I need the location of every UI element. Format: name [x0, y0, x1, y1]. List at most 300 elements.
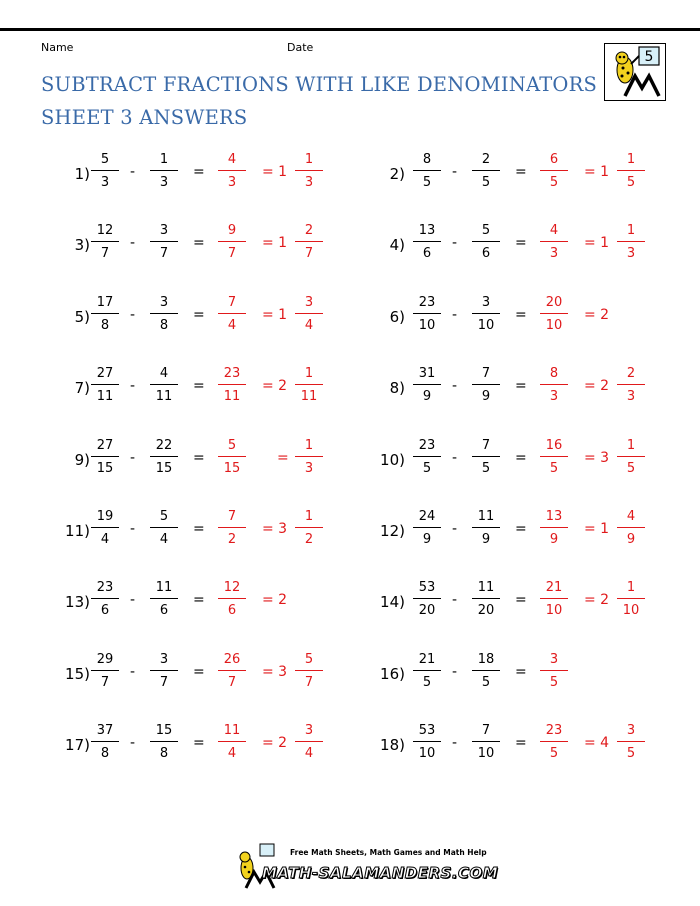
problem-number: 4) — [389, 236, 405, 255]
equals-sign: = — [193, 449, 205, 466]
first-fraction-denominator: 8 — [100, 746, 110, 762]
first-fraction-denominator: 5 — [422, 460, 432, 476]
answer-fraction-denominator: 6 — [227, 603, 237, 619]
first-fraction — [409, 293, 445, 335]
minus-sign: - — [130, 306, 136, 323]
second-fraction — [146, 364, 182, 406]
problem-number: 10) — [380, 450, 405, 469]
minus-sign: - — [130, 164, 136, 180]
minus-sign: - — [130, 378, 136, 395]
second-fraction — [468, 150, 504, 192]
first-fraction-denominator: 7 — [100, 674, 110, 690]
second-fraction — [468, 436, 504, 478]
second-fraction-denominator: 5 — [481, 674, 491, 690]
second-fraction — [468, 293, 504, 335]
answer-fraction-numerator: 8 — [549, 366, 559, 382]
answer-fraction-bar — [540, 241, 568, 242]
mixed-whole: = 1 — [262, 164, 288, 180]
second-fraction-numerator: 4 — [159, 366, 169, 382]
second-fraction-numerator: 11 — [155, 580, 173, 596]
answer-fraction — [536, 293, 572, 335]
mixed-fraction-numerator: 2 — [626, 366, 636, 382]
mixed-fraction-bar — [617, 241, 645, 242]
answer-fraction — [214, 221, 250, 263]
equals-sign: = — [515, 306, 527, 323]
answer-fraction-bar — [218, 456, 246, 457]
problem-number: 18) — [380, 736, 405, 755]
first-fraction — [409, 650, 445, 692]
second-fraction-denominator: 9 — [481, 532, 491, 547]
answer-fraction-numerator: 7 — [227, 294, 237, 310]
second-fraction — [468, 578, 504, 620]
mixed-fraction-denominator: 7 — [304, 246, 314, 262]
mixed-fraction-denominator: 7 — [304, 674, 314, 690]
answer-fraction-numerator: 3 — [549, 651, 559, 667]
answer-fraction-denominator: 11 — [223, 389, 241, 405]
mixed-fraction-denominator: 10 — [622, 603, 640, 619]
first-fraction-bar — [91, 598, 119, 599]
answer-fraction-numerator: 12 — [223, 580, 241, 596]
answer-fraction-bar — [540, 384, 568, 385]
first-fraction-denominator: 3 — [100, 175, 110, 190]
answer-fraction-bar — [218, 384, 246, 385]
second-fraction-bar — [472, 170, 500, 171]
answer-fraction-numerator: 6 — [549, 152, 559, 167]
first-fraction-numerator: 23 — [418, 294, 436, 310]
mixed-fraction-numerator: 1 — [304, 509, 314, 524]
mixed-fraction — [291, 150, 327, 192]
answer-fraction-denominator: 3 — [549, 246, 559, 262]
first-fraction — [87, 507, 123, 549]
first-fraction — [409, 221, 445, 263]
second-fraction-denominator: 10 — [477, 317, 495, 333]
mixed-whole: = 2 — [584, 592, 610, 609]
mixed-whole: = 1 — [584, 235, 610, 252]
second-fraction-denominator: 9 — [481, 389, 491, 405]
equals-sign: = — [515, 164, 527, 180]
mixed-fraction — [613, 721, 649, 763]
answer-fraction-bar — [540, 741, 568, 742]
answer-fraction — [214, 436, 250, 478]
first-fraction-bar — [91, 241, 119, 242]
answer-fraction-bar — [218, 598, 246, 599]
answer-fraction — [214, 721, 250, 763]
second-fraction — [468, 221, 504, 263]
second-fraction-numerator: 5 — [481, 223, 491, 239]
second-fraction-denominator: 3 — [159, 175, 169, 190]
first-fraction-bar — [91, 456, 119, 457]
second-fraction-bar — [150, 741, 178, 742]
first-fraction — [409, 436, 445, 478]
mixed-fraction-bar — [617, 170, 645, 171]
answer-fraction-denominator: 3 — [549, 389, 559, 405]
mixed-fraction — [291, 507, 327, 549]
second-fraction-numerator: 5 — [159, 509, 169, 524]
answer-fraction-denominator: 5 — [549, 746, 559, 762]
second-fraction-bar — [150, 241, 178, 242]
answer-fraction — [214, 578, 250, 620]
mixed-whole: = — [277, 449, 289, 466]
mixed-fraction-numerator: 4 — [626, 509, 636, 524]
first-fraction-denominator: 9 — [422, 532, 432, 547]
second-fraction-numerator: 11 — [477, 580, 495, 596]
mixed-fraction-bar — [295, 170, 323, 171]
second-fraction-bar — [472, 384, 500, 385]
mixed-whole: = 2 — [262, 735, 288, 752]
answer-fraction-numerator: 23 — [223, 366, 241, 382]
page-title: SUBTRACT FRACTIONS WITH LIKE DENOMINATORS — [41, 73, 598, 96]
second-fraction-numerator: 3 — [481, 294, 491, 310]
answer-fraction — [536, 364, 572, 406]
mixed-fraction-bar — [295, 741, 323, 742]
mixed-whole: = 1 — [584, 164, 610, 180]
first-fraction-numerator: 13 — [418, 223, 436, 239]
minus-sign: - — [130, 235, 136, 252]
second-fraction-denominator: 11 — [155, 389, 173, 405]
math-salamanders-logo — [604, 43, 666, 101]
first-fraction-numerator: 31 — [418, 366, 436, 382]
first-fraction-denominator: 10 — [418, 746, 436, 762]
answer-fraction-numerator: 11 — [223, 723, 241, 739]
problem-number: 1) — [74, 165, 90, 183]
second-fraction-numerator: 3 — [159, 651, 169, 667]
first-fraction-denominator: 5 — [422, 674, 432, 690]
mixed-fraction-numerator: 1 — [304, 152, 314, 167]
second-fraction-bar — [472, 456, 500, 457]
answer-fraction-numerator: 4 — [549, 223, 559, 239]
answer-fraction-bar — [218, 670, 246, 671]
answer-fraction-bar — [540, 313, 568, 314]
mixed-fraction-bar — [295, 670, 323, 671]
first-fraction-numerator: 53 — [418, 580, 436, 596]
first-fraction-numerator: 19 — [96, 509, 114, 524]
answer-fraction — [536, 221, 572, 263]
mixed-fraction-denominator: 11 — [300, 389, 318, 405]
mixed-fraction — [291, 436, 327, 478]
problem-number: 5) — [74, 307, 90, 326]
minus-sign: - — [130, 521, 136, 537]
answer-fraction-bar — [218, 241, 246, 242]
problem-number: 3) — [74, 236, 90, 255]
answer-fraction — [536, 436, 572, 478]
second-fraction-bar — [472, 741, 500, 742]
second-fraction-bar — [472, 527, 500, 528]
first-fraction-bar — [413, 241, 441, 242]
equals-sign: = — [515, 663, 527, 680]
mixed-whole: = 1 — [584, 521, 610, 537]
second-fraction-numerator: 18 — [477, 651, 495, 667]
equals-sign: = — [515, 521, 527, 537]
mixed-fraction-numerator: 1 — [626, 437, 636, 453]
first-fraction-numerator: 27 — [96, 437, 114, 453]
first-fraction — [409, 721, 445, 763]
first-fraction-numerator: 8 — [422, 152, 432, 167]
mixed-fraction-denominator: 2 — [304, 532, 314, 547]
minus-sign: - — [130, 592, 136, 609]
mixed-fraction — [291, 293, 327, 335]
second-fraction — [146, 721, 182, 763]
problem-number: 7) — [74, 379, 90, 398]
answer-fraction-denominator: 10 — [545, 603, 563, 619]
answer-fraction — [214, 150, 250, 192]
logo-grade: 5 — [644, 49, 654, 65]
second-fraction-denominator: 5 — [481, 175, 491, 190]
mixed-fraction-bar — [617, 741, 645, 742]
problem-number: 16) — [380, 664, 405, 683]
first-fraction-bar — [91, 313, 119, 314]
problem-number: 2) — [389, 165, 405, 183]
second-fraction-numerator: 22 — [155, 437, 173, 453]
date-label: Date — [287, 41, 314, 54]
first-fraction-bar — [91, 741, 119, 742]
answer-fraction — [214, 293, 250, 335]
second-fraction-numerator: 11 — [477, 509, 495, 524]
first-fraction-denominator: 6 — [422, 246, 432, 262]
second-fraction-bar — [150, 456, 178, 457]
first-fraction-numerator: 23 — [96, 580, 114, 596]
answer-fraction-bar — [218, 170, 246, 171]
answer-fraction-bar — [540, 170, 568, 171]
second-fraction — [146, 507, 182, 549]
answer-fraction-denominator: 7 — [227, 674, 237, 690]
first-fraction — [409, 507, 445, 549]
salamander-icon — [605, 44, 664, 99]
mixed-fraction-bar — [295, 241, 323, 242]
equals-sign: = — [515, 449, 527, 466]
second-fraction — [146, 293, 182, 335]
second-fraction-denominator: 4 — [159, 532, 169, 547]
first-fraction-denominator: 4 — [100, 532, 110, 547]
mixed-whole: = 4 — [584, 735, 610, 752]
first-fraction-numerator: 23 — [418, 437, 436, 453]
mixed-fraction-numerator: 3 — [304, 294, 314, 310]
first-fraction-numerator: 24 — [418, 509, 436, 524]
answer-fraction-denominator: 15 — [223, 460, 241, 476]
problem-number: 8) — [389, 379, 405, 398]
first-fraction-numerator: 12 — [96, 223, 114, 239]
second-fraction-numerator: 7 — [481, 437, 491, 453]
answer-fraction-bar — [540, 598, 568, 599]
answer-fraction-denominator: 5 — [549, 674, 559, 690]
second-fraction-denominator: 10 — [477, 746, 495, 762]
first-fraction-bar — [91, 384, 119, 385]
footer-brand: MATH-SALAMANDERS.COM — [262, 864, 499, 882]
mixed-fraction-bar — [295, 456, 323, 457]
first-fraction — [87, 721, 123, 763]
mixed-fraction-denominator: 3 — [304, 460, 314, 476]
mixed-fraction — [613, 221, 649, 263]
mixed-fraction-denominator: 4 — [304, 746, 314, 762]
second-fraction-denominator: 15 — [155, 460, 173, 476]
mixed-fraction-numerator: 1 — [304, 366, 314, 382]
equals-sign: = — [193, 663, 205, 680]
equals-sign: = — [193, 164, 205, 180]
mixed-whole: = 2 — [584, 378, 610, 395]
second-fraction-bar — [472, 241, 500, 242]
answer-fraction-numerator: 26 — [223, 651, 241, 667]
mixed-fraction-bar — [617, 527, 645, 528]
answer-fraction-numerator: 20 — [545, 294, 563, 310]
first-fraction-numerator: 53 — [418, 723, 436, 739]
answer-fraction-denominator: 10 — [545, 317, 563, 333]
mixed-fraction — [291, 221, 327, 263]
answer-fraction — [536, 650, 572, 692]
first-fraction-denominator: 20 — [418, 603, 436, 619]
problem-number: 14) — [380, 593, 405, 612]
problem-number: 9) — [74, 450, 90, 469]
first-fraction-bar — [413, 741, 441, 742]
answer-fraction — [214, 507, 250, 549]
mixed-fraction-bar — [617, 598, 645, 599]
first-fraction — [87, 578, 123, 620]
second-fraction-denominator: 5 — [481, 460, 491, 476]
problem-number: 13) — [65, 593, 90, 612]
answer-fraction — [214, 650, 250, 692]
mixed-fraction-denominator: 5 — [626, 746, 636, 762]
mixed-fraction — [291, 721, 327, 763]
answer-fraction-denominator: 7 — [227, 246, 237, 262]
first-fraction — [87, 364, 123, 406]
second-fraction — [146, 221, 182, 263]
mixed-fraction-denominator: 3 — [626, 389, 636, 405]
second-fraction-denominator: 20 — [477, 603, 495, 619]
equals-sign: = — [515, 592, 527, 609]
mixed-fraction-denominator: 5 — [626, 460, 636, 476]
first-fraction-denominator: 10 — [418, 317, 436, 333]
answer-fraction-denominator: 2 — [227, 532, 237, 547]
minus-sign: - — [130, 735, 136, 752]
answer-fraction-bar — [540, 456, 568, 457]
problem-number: 6) — [389, 307, 405, 326]
second-fraction-bar — [150, 170, 178, 171]
answer-fraction — [536, 578, 572, 620]
mixed-fraction-denominator: 4 — [304, 317, 314, 333]
second-fraction — [146, 436, 182, 478]
answer-fraction-denominator: 9 — [549, 532, 559, 547]
second-fraction-numerator: 2 — [481, 152, 491, 167]
answer-fraction-bar — [218, 741, 246, 742]
mixed-fraction-bar — [617, 384, 645, 385]
first-fraction-bar — [413, 598, 441, 599]
first-fraction — [87, 293, 123, 335]
second-fraction-bar — [150, 384, 178, 385]
second-fraction-bar — [150, 313, 178, 314]
mixed-fraction-numerator: 1 — [304, 437, 314, 453]
answer-fraction-denominator: 4 — [227, 317, 237, 333]
mixed-fraction — [613, 364, 649, 406]
answer-fraction-numerator: 13 — [545, 509, 563, 524]
first-fraction — [409, 150, 445, 192]
first-fraction — [409, 578, 445, 620]
answer-fraction-numerator: 5 — [227, 437, 237, 453]
second-fraction-denominator: 7 — [159, 246, 169, 262]
second-fraction-denominator: 7 — [159, 674, 169, 690]
first-fraction — [409, 364, 445, 406]
answer-fraction-bar — [540, 670, 568, 671]
answer-fraction — [536, 150, 572, 192]
mixed-whole: = 2 — [262, 592, 288, 609]
second-fraction-denominator: 8 — [159, 317, 169, 333]
second-fraction — [468, 507, 504, 549]
second-fraction-denominator: 8 — [159, 746, 169, 762]
answer-fraction-bar — [218, 527, 246, 528]
answer-fraction-numerator: 7 — [227, 509, 237, 524]
first-fraction-denominator: 15 — [96, 460, 114, 476]
first-fraction-denominator: 7 — [100, 246, 110, 262]
first-fraction-bar — [413, 170, 441, 171]
answer-fraction — [536, 507, 572, 549]
second-fraction-numerator: 7 — [481, 723, 491, 739]
first-fraction-bar — [413, 313, 441, 314]
second-fraction — [146, 650, 182, 692]
minus-sign: - — [452, 235, 458, 252]
minus-sign: - — [452, 735, 458, 752]
first-fraction-bar — [91, 527, 119, 528]
answer-fraction-numerator: 9 — [227, 223, 237, 239]
equals-sign: = — [515, 735, 527, 752]
second-fraction-bar — [150, 527, 178, 528]
mixed-fraction-numerator: 5 — [304, 651, 314, 667]
equals-sign: = — [193, 306, 205, 323]
minus-sign: - — [452, 306, 458, 323]
answer-fraction-numerator: 21 — [545, 580, 563, 596]
second-fraction-numerator: 15 — [155, 723, 173, 739]
problem-number: 11) — [65, 522, 90, 540]
second-fraction — [146, 150, 182, 192]
mixed-fraction-denominator: 5 — [626, 175, 636, 190]
mixed-whole: = 1 — [262, 306, 288, 323]
second-fraction-bar — [150, 670, 178, 671]
mixed-whole: = 2 — [584, 306, 610, 323]
minus-sign: - — [452, 378, 458, 395]
first-fraction-denominator: 6 — [100, 603, 110, 619]
first-fraction-numerator: 17 — [96, 294, 114, 310]
minus-sign: - — [452, 449, 458, 466]
answer-fraction-numerator: 16 — [545, 437, 563, 453]
first-fraction-bar — [413, 384, 441, 385]
first-fraction-denominator: 11 — [96, 389, 114, 405]
mixed-fraction-bar — [617, 456, 645, 457]
minus-sign: - — [452, 521, 458, 537]
answer-fraction-numerator: 23 — [545, 723, 563, 739]
minus-sign: - — [452, 592, 458, 609]
first-fraction — [87, 436, 123, 478]
mixed-fraction-bar — [295, 384, 323, 385]
first-fraction-bar — [413, 456, 441, 457]
first-fraction-bar — [91, 170, 119, 171]
mixed-fraction-bar — [295, 313, 323, 314]
mixed-fraction-denominator: 9 — [626, 532, 636, 547]
mixed-fraction — [613, 150, 649, 192]
mixed-whole: = 3 — [262, 663, 288, 680]
mixed-fraction-denominator: 3 — [626, 246, 636, 262]
mixed-fraction — [613, 578, 649, 620]
second-fraction-numerator: 3 — [159, 223, 169, 239]
equals-sign: = — [193, 235, 205, 252]
first-fraction-numerator: 5 — [100, 152, 110, 167]
answer-fraction-numerator: 4 — [227, 152, 237, 167]
mixed-fraction-numerator: 2 — [304, 223, 314, 239]
mixed-whole: = 2 — [262, 378, 288, 395]
equals-sign: = — [193, 378, 205, 395]
second-fraction-numerator: 7 — [481, 366, 491, 382]
mixed-fraction — [291, 650, 327, 692]
first-fraction-denominator: 5 — [422, 175, 432, 190]
first-fraction — [87, 221, 123, 263]
problem-number: 12) — [380, 522, 405, 540]
mixed-fraction-numerator: 3 — [626, 723, 636, 739]
mixed-fraction — [291, 364, 327, 406]
